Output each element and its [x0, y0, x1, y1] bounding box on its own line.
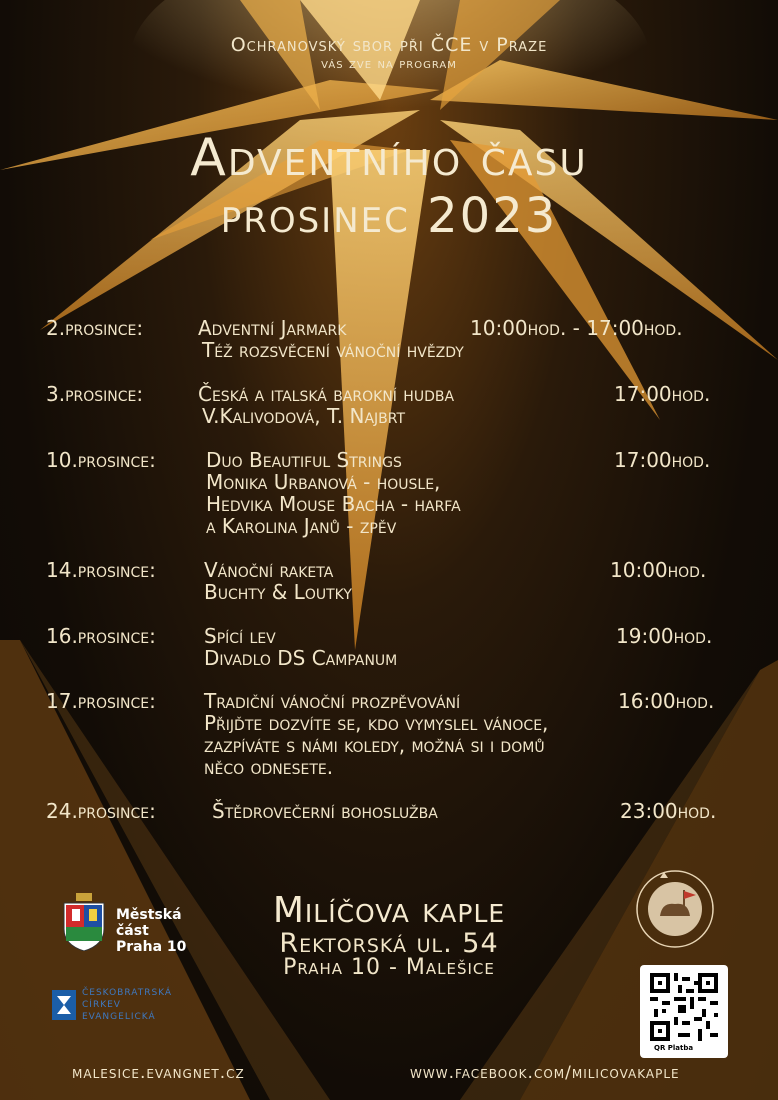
event-date: 14.prosince: — [46, 558, 156, 582]
event-time: 10:00hod. - 17:00hod. — [470, 316, 683, 340]
event-time: 17:00hod. — [614, 382, 711, 406]
event-date: 10.prosince: — [46, 448, 156, 472]
cce-label: CÍRKEV — [82, 1000, 121, 1010]
event-date: 16.prosince: — [46, 624, 156, 648]
event-date: 3.prosince: — [46, 382, 144, 406]
event-time: 17:00hod. — [614, 448, 711, 472]
website-link[interactable]: malesice.evangnet.cz — [72, 1063, 245, 1083]
event-title: Vánoční raketa — [204, 558, 334, 582]
venue-district: Praha 10 - Malešice — [283, 955, 495, 980]
event-detail: Hedvika Mouse Bacha - harfa — [206, 492, 461, 516]
event-date: 2.prosince: — [46, 316, 144, 340]
event-date: 24.prosince: — [46, 799, 156, 823]
praha10-label: Praha 10 — [116, 939, 187, 955]
event-title: Spící lev — [204, 624, 276, 648]
event-detail: něco odnesete. — [204, 755, 334, 779]
event-detail: zazpíváte s námi koledy, možná si i domů — [204, 733, 545, 757]
cce-chalice-icon — [52, 990, 76, 1020]
praha10-label: Městská — [116, 907, 182, 923]
event-detail: Přijďte dozvíte se, kdo vymyslel vánoce, — [204, 711, 549, 735]
invitation-line: vás zve na program — [321, 56, 457, 72]
event-title: Štědrovečerní bohoslužba — [212, 799, 438, 823]
cce-logo — [52, 988, 192, 1028]
event-detail: Též rozsvěcení vánoční hvězdy — [202, 338, 464, 362]
event-date: 17.prosince: — [46, 689, 156, 713]
event-detail: Monika Urbanová - housle, — [206, 470, 441, 494]
event-title: Duo Beautiful Strings — [206, 448, 402, 472]
cce-label: ČESKOBRATRSKÁ — [82, 988, 173, 998]
event-time: 16:00hod. — [618, 689, 715, 713]
event-time: 10:00hod. — [610, 558, 707, 582]
event-detail: Divadlo DS Campanum — [204, 646, 398, 670]
praha10-label: část — [116, 923, 149, 939]
cce-label: EVANGELICKÁ — [82, 1012, 156, 1022]
event-detail: a Karolina Janů - zpěv — [206, 514, 397, 538]
praha10-logo — [62, 893, 187, 955]
event-detail: Buchty & Loutky — [204, 580, 352, 604]
event-title: Česká a italská barokní hudba — [198, 382, 455, 406]
venue-street: Rektorská ul. 54 — [279, 928, 499, 959]
event-title: Tradiční vánoční prozpěvování — [204, 689, 461, 713]
lamb-seal-icon — [630, 864, 720, 954]
qr-caption: QR Platba — [654, 1044, 694, 1052]
event-time: 19:00hod. — [616, 624, 713, 648]
title-month: prosinec 2023 — [220, 188, 558, 244]
praha10-crest-icon — [62, 893, 106, 951]
qr-code-icon — [650, 973, 718, 1041]
venue-name: Milíčova kaple — [272, 890, 506, 931]
qr-payment[interactable] — [640, 965, 728, 1058]
event-detail: V.Kalivodová, T. Najbrt — [202, 404, 406, 428]
event-time: 23:00hod. — [620, 799, 717, 823]
organizer-line: Ochranovský sbor při ČCE v Praze — [230, 34, 548, 56]
title-main: Adventního času — [190, 128, 588, 188]
facebook-link[interactable]: www.facebook.com/milicovakaple — [410, 1063, 680, 1083]
event-title: Adventní Jarmark — [198, 316, 347, 340]
